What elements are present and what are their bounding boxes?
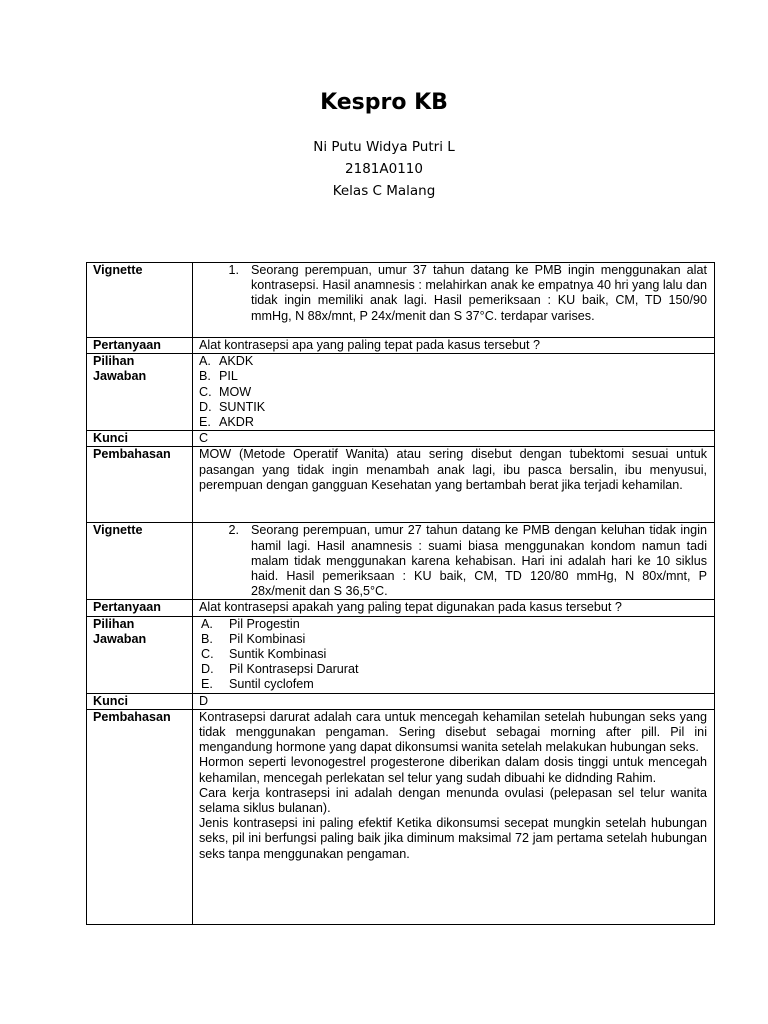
vignette-cell — [193, 263, 715, 338]
option-text: AKDR — [219, 415, 254, 430]
option-text: PIL — [219, 369, 238, 384]
case-2-discussion-row — [87, 709, 715, 924]
list-item — [199, 415, 707, 430]
list-item — [199, 647, 707, 662]
list-item — [199, 400, 707, 415]
option-text: Suntik Kombinasi — [229, 647, 327, 662]
key-value: D — [193, 693, 715, 709]
case-2-question-row — [87, 600, 715, 616]
choices-label — [87, 354, 193, 431]
case-1-choices-row — [87, 354, 715, 431]
list-item — [199, 677, 707, 692]
class-info: Kelas C Malang — [332, 183, 436, 199]
option-letter: B. — [201, 631, 213, 646]
discussion-paragraph: Hormon seperti levonogestrel progesterone diberikan dalam dosis tinggi untuk mencegah kehamilan, mencegah perlekatan sel telur yang sudah dibuahi ke didnding Rahim. — [199, 755, 707, 785]
choices-cell — [193, 354, 715, 431]
question-table — [86, 262, 715, 925]
choices-label-line2: Jawaban — [93, 369, 147, 384]
question-label: Pertanyaan — [87, 338, 193, 354]
option-letter: D. — [201, 662, 214, 677]
case-number: 1. — [228, 263, 239, 277]
option-letter: B. — [199, 369, 211, 384]
option-letter: D. — [199, 399, 212, 414]
option-text: Pil Kontrasepsi Darurat — [229, 662, 359, 677]
option-text: AKDK — [219, 354, 254, 369]
question-text: Alat kontrasepsi apa yang paling tepat pada kasus tersebut ? — [193, 338, 715, 354]
question-text: Alat kontrasepsi apakah yang paling tepat digunakan pada kasus tersebut ? — [193, 600, 715, 616]
case-2-key-row — [87, 693, 715, 709]
option-letter: C. — [201, 647, 214, 662]
option-text: SUNTIK — [219, 399, 266, 414]
discussion-cell — [193, 709, 715, 924]
case-number: 2. — [228, 523, 239, 538]
list-item — [199, 369, 707, 384]
choices-cell — [193, 616, 715, 693]
author-name: Ni Putu Widya Putri L — [313, 139, 455, 155]
list-item — [199, 354, 707, 369]
choices-label-line2: Jawaban — [93, 631, 147, 646]
option-letter: E. — [201, 677, 213, 692]
vignette-text: Seorang perempuan, umur 37 tahun datang ke PMB ingin menggunakan alat kontrasepsi. Hasil anamnesis : melahirkan anak ke empatnya 40 hri yang lalu dan tidak ingin memiliki anak lagi. Hasil pemeriksaan : KU baik, CM, TD 150/90 mmHg, N 88x/mnt, P 24x/menit dan S 37°C. terdapar varises. — [251, 263, 707, 323]
option-letter: A. — [201, 616, 213, 631]
choices-label — [87, 616, 193, 693]
list-item — [199, 632, 707, 647]
option-text: Suntil cyclofem — [229, 677, 314, 692]
vignette-text: Seorang perempuan, umur 27 tahun datang ke PMB dengan keluhan tidak ingin hamil lagi. Hasil anamnesis : suami biasa menggunakan kondom namun tadi malam tidak menggunakan karena kehabisan. Hari ini adalah hari ke 10 siklus haid. Hasil pemeriksaan : KU baik, CM, TD 120/80 mmHg, N 80x/mnt, P 28x/menit dan S 36,5°C. — [251, 523, 707, 599]
vignette-label: Vignette — [87, 523, 193, 600]
option-letter: A. — [199, 354, 211, 369]
student-id: 2181A0110 — [345, 161, 423, 177]
discussion-paragraph: MOW (Metode Operatif Wanita) atau sering disebut dengan tubektomi sesuai untuk pasangan yang tidak ingin menambah anak lagi, ibu pasca bersalin, ibu menyusui, perempuan dengan gangguan Kesehatan yang bertambah berat jika terjadi kehamilan. — [199, 447, 707, 492]
case-1-question-row — [87, 338, 715, 354]
option-letter: C. — [199, 384, 212, 399]
case-1-vignette-row — [87, 263, 715, 338]
discussion-label: Pembahasan — [87, 447, 193, 523]
key-label: Kunci — [87, 693, 193, 709]
vignette-label: Vignette — [87, 263, 193, 338]
case-2-choices-row — [87, 616, 715, 693]
case-2-vignette-row — [87, 523, 715, 600]
list-item — [199, 662, 707, 677]
option-text: MOW — [219, 384, 252, 399]
discussion-paragraph: Jenis kontrasepsi ini paling efektif Ketika dikonsumsi secepat mungkin setelah hubungan seks, pil ini berfungsi paling baik jika diminum maksimal 72 jam pertama setelah hubungan seks tanpa menggunakan pengaman. — [199, 816, 707, 861]
option-text: Pil Kombinasi — [229, 631, 306, 646]
key-value: C — [193, 431, 715, 447]
discussion-cell — [193, 447, 715, 523]
case-1-key-row — [87, 431, 715, 447]
discussion-label: Pembahasan — [87, 709, 193, 924]
case-1-discussion-row — [87, 447, 715, 523]
key-label: Kunci — [87, 431, 193, 447]
discussion-paragraph: Kontrasepsi darurat adalah cara untuk mencegah kehamilan setelah hubungan seks yang tidak menggunakan pengaman. Sering disebut sebagai morning after pill. Pil ini mengandung hormone yang dapat dikonsumsi wanita setelah melakukan hubungan seks. — [199, 709, 707, 755]
discussion-paragraph: Cara kerja kontrasepsi ini adalah dengan menunda ovulasi (pelepasan sel telur wanita selama siklus bulanan). — [199, 785, 707, 816]
choices-label-line1: Pilihan — [93, 354, 135, 369]
option-letter: E. — [199, 415, 211, 430]
choices-label-line1: Pilihan — [93, 616, 135, 631]
option-text: Pil Progestin — [229, 616, 300, 631]
list-item — [199, 617, 707, 632]
vignette-cell — [193, 523, 715, 600]
page-title: Kespro KB — [320, 90, 448, 115]
question-label: Pertanyaan — [87, 600, 193, 616]
list-item — [199, 385, 707, 400]
